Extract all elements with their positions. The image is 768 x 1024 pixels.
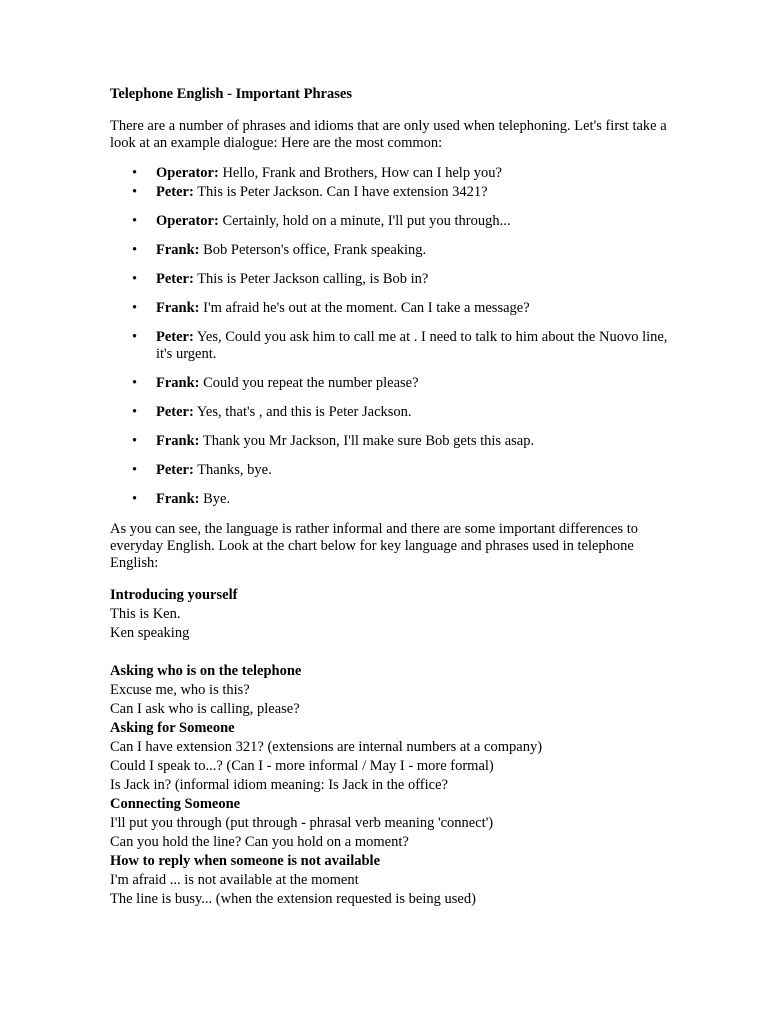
bullet-icon: •	[132, 462, 138, 478]
section-heading: Asking for Someone	[110, 720, 235, 736]
dialogue-line	[110, 433, 670, 450]
dialogue-text: Bob Peterson's office, Frank speaking.	[199, 242, 427, 258]
bullet-icon: •	[132, 433, 138, 449]
bullet-icon: •	[132, 242, 138, 258]
dialogue-line	[110, 404, 670, 421]
section-introducing-yourself	[110, 587, 670, 642]
bullet-icon: •	[132, 375, 138, 391]
speaker-name: Peter:	[156, 184, 194, 200]
bullet-icon: •	[132, 329, 138, 345]
dialogue-text: Yes, Could you ask him to call me at . I need to talk to him about the Nuovo line, it's urgent.	[156, 329, 668, 362]
dialogue-line	[110, 375, 670, 392]
bullet-icon: •	[132, 165, 138, 181]
speaker-name: Operator:	[156, 165, 219, 181]
speaker-name: Frank:	[156, 491, 200, 507]
phrase-line: Ken speaking	[110, 625, 190, 641]
phrase-line: Is Jack in? (informal idiom meaning: Is Jack in the office?	[110, 777, 448, 793]
document-page	[110, 86, 670, 910]
dialogue-line	[110, 213, 670, 230]
phrase-line: The line is busy... (when the extension requested is being used)	[110, 891, 476, 907]
dialogue-line	[110, 184, 670, 201]
dialogue-text: Thanks, bye.	[193, 462, 272, 478]
speaker-name: Frank:	[156, 300, 200, 316]
dialogue-line	[110, 462, 670, 479]
speaker-name: Operator:	[156, 213, 219, 229]
bullet-icon: •	[132, 184, 138, 200]
dialogue-line	[110, 165, 670, 182]
speaker-name: Frank:	[156, 433, 200, 449]
section-not-available	[110, 853, 670, 908]
phrase-line: I'll put you through (put through - phrasal verb meaning 'connect')	[110, 815, 494, 831]
dialogue-line	[110, 242, 670, 259]
section-heading: Asking who is on the telephone	[110, 663, 302, 679]
section-asking-for-someone	[110, 720, 670, 794]
phrase-line: Can I have extension 321? (extensions are internal numbers at a company)	[110, 739, 543, 755]
dialogue-line	[110, 271, 670, 288]
dialogue-text: Bye.	[199, 491, 231, 507]
dialogue-line	[110, 329, 670, 363]
outro-paragraph: As you can see, the language is rather informal and there are some important differences to everyday English. Look at the chart below for key language and phrases used in telephone English:	[110, 521, 638, 571]
dialogue-text: I'm afraid he's out at the moment. Can I take a message?	[199, 300, 530, 316]
speaker-name: Peter:	[156, 329, 194, 345]
speaker-name: Peter:	[156, 271, 194, 287]
speaker-name: Frank:	[156, 242, 200, 258]
phrase-line: I'm afraid ... is not available at the moment	[110, 872, 359, 888]
dialogue-text: This is Peter Jackson. Can I have extension 3421?	[193, 184, 488, 200]
dialogue-text: Could you repeat the number please?	[199, 375, 419, 391]
bullet-icon: •	[132, 404, 138, 420]
section-heading: Connecting Someone	[110, 796, 241, 812]
speaker-name: Peter:	[156, 462, 194, 478]
section-heading: How to reply when someone is not available	[110, 853, 380, 869]
bullet-icon: •	[132, 491, 138, 507]
section-heading: Introducing yourself	[110, 587, 238, 603]
dialogue-text: Thank you Mr Jackson, I'll make sure Bob gets this asap.	[199, 433, 535, 449]
document-title: Telephone English - Important Phrases	[110, 86, 352, 102]
dialogue-list	[110, 165, 670, 508]
phrase-line: Could I speak to...? (Can I - more informal / May I - more formal)	[110, 758, 494, 774]
phrase-line: Excuse me, who is this?	[110, 682, 250, 698]
bullet-icon: •	[132, 213, 138, 229]
phrase-line: Can I ask who is calling, please?	[110, 701, 300, 717]
dialogue-line	[110, 300, 670, 317]
bullet-icon: •	[132, 271, 138, 287]
dialogue-text: Certainly, hold on a minute, I'll put you through...	[218, 213, 511, 229]
intro-paragraph: There are a number of phrases and idioms that are only used when telephoning. Let's first take a look at an example dialogue: Here are the most common:	[110, 118, 667, 151]
phrase-line: This is Ken.	[110, 606, 181, 622]
dialogue-text: Yes, that's , and this is Peter Jackson.	[193, 404, 412, 420]
dialogue-text: Hello, Frank and Brothers, How can I help you?	[218, 165, 502, 181]
dialogue-line	[110, 491, 670, 508]
phrase-line: Can you hold the line? Can you hold on a moment?	[110, 834, 409, 850]
speaker-name: Frank:	[156, 375, 200, 391]
section-connecting-someone	[110, 796, 670, 851]
speaker-name: Peter:	[156, 404, 194, 420]
section-asking-who	[110, 663, 670, 718]
dialogue-text: This is Peter Jackson calling, is Bob in?	[193, 271, 429, 287]
bullet-icon: •	[132, 300, 138, 316]
